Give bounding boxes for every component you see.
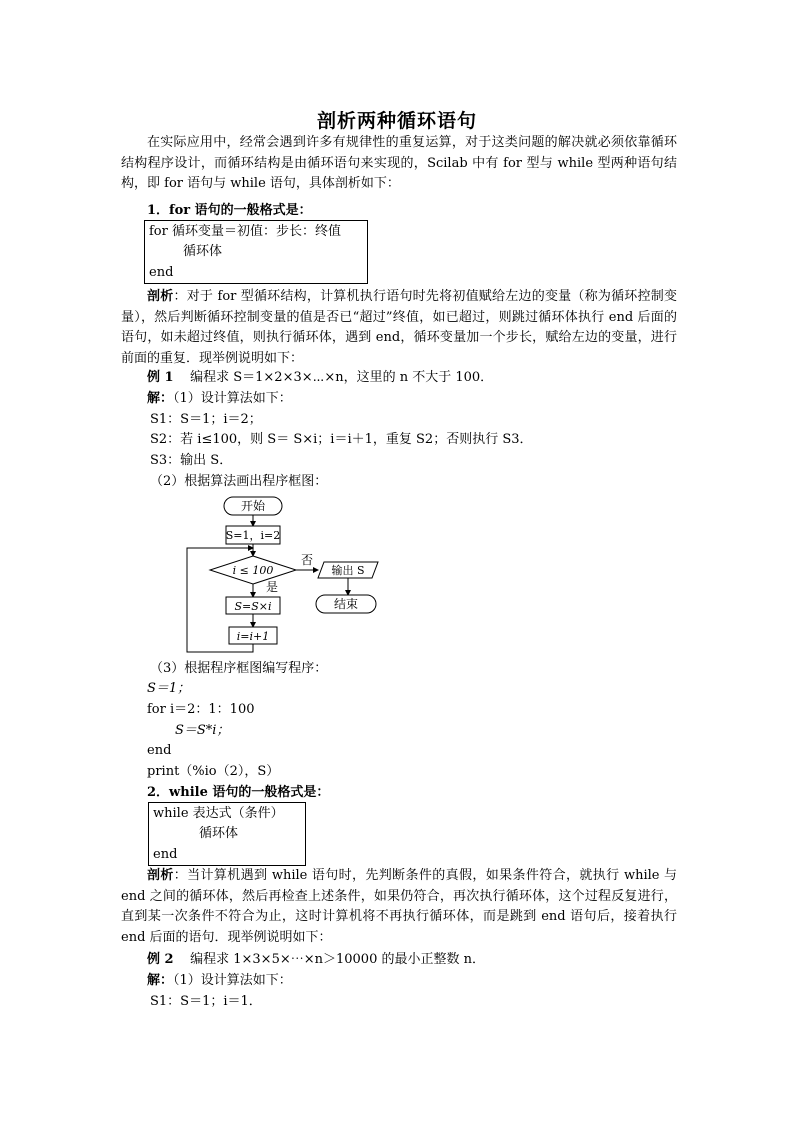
solution-label: 解： (147, 391, 174, 406)
program-1-line-1: S＝1； (147, 681, 191, 696)
flow-end-label: 结束 (333, 597, 359, 611)
analysis-label: 剖析 (147, 868, 174, 883)
while-analysis-paragraph (121, 866, 677, 949)
example-2-text: 编程求 1×3×5×⋯×n＞10000 的最小正整数 n． (190, 952, 485, 967)
program-1-line-3: S＝S*i； (175, 723, 230, 738)
flowchart (180, 492, 390, 658)
for-analysis-text: ：对于 for 型循环结构，计算机执行语句时先将初值赋给左边的变量（称为循环控制变量），然后判断循环控制变量的值是否已“超过”终值，如已超过，则跳过循环体执行 end 后面的语句，如未超过终值，则执行循环体，遇到 end，循环变量加一个步长，赋给左边的变量，进行前面的重复．现举例说明如下： (121, 289, 677, 367)
flow-output-label: 输出 S (331, 564, 365, 577)
intro-paragraph: 在实际应用中，经常会遇到许多有规律性的重复运算，对于这类问题的解决就必须依靠循环结构程序设计，而循环结构是由循环语句来实现的，Scilab 中有 for 型与 while 型两种语句结构，即 for 语句与 while 语句，具体剖析如下： (121, 135, 677, 192)
while-analysis-text: ：当计算机遇到 while 语句时，先判断条件的真假，如果条件符合，就执行 while 与 end 之间的循环体，然后再检查上述条件，如果仍符合，再次执行循环体，这个过程反复进行，直到某一次条件不符合为止，这时计算机将不再执行循环体，而是跳到 end 语句后，接着执行 end 后面的语句．现举例说明如下： (121, 868, 677, 946)
program-1-line-4: end (147, 743, 172, 758)
while-syntax-line-1: while 表达式（条件） (153, 806, 284, 821)
example-2-label: 例 2 (147, 952, 174, 967)
flow-start-label: 开始 (240, 499, 266, 513)
page-title: 剖析两种循环语句 (316, 110, 477, 132)
for-analysis-paragraph (121, 287, 677, 370)
program-1-line-2: for i＝2：1：100 (147, 702, 255, 717)
for-syntax-box (144, 220, 368, 284)
while-syntax-line-3: end (153, 847, 178, 862)
solution-1-text: （1）设计算法如下： (173, 391, 292, 406)
section-1-heading: 1．for 语句的一般格式是： (147, 203, 312, 218)
solution-label: 解： (147, 973, 174, 988)
analysis-label: 剖析 (147, 289, 174, 304)
flow-condition-label: i ≤ 100 (232, 564, 274, 577)
example-1-label: 例 1 (147, 370, 174, 385)
solution-2-line (147, 971, 292, 991)
flow-assign-label: S=S×i (234, 600, 272, 613)
step-s3: S3：输出 S． (150, 453, 233, 468)
example-2 (147, 950, 485, 970)
section-2-heading: 2．while 语句的一般格式是： (147, 785, 330, 800)
example-1 (147, 368, 493, 388)
step-2-s1: S1：S＝1；i＝1． (150, 994, 262, 1009)
for-syntax-line-1: for 循环变量＝初值：步长：终值 (149, 224, 341, 239)
while-syntax-box (148, 802, 306, 866)
step-s1: S1：S＝1；i＝2； (150, 412, 262, 427)
example-1-text: 编程求 S＝1×2×3×⋯×n，这里的 n 不大于 100． (190, 370, 494, 385)
solution-2-text: （1）设计算法如下： (173, 973, 292, 988)
while-syntax-line-2: 循环体 (199, 826, 239, 841)
flow-no-label: 否 (301, 553, 314, 567)
flow-yes-label: 是 (266, 580, 279, 594)
program-1-line-5: print（%io（2），S） (147, 764, 280, 779)
for-syntax-line-2: 循环体 (183, 244, 223, 259)
solution-1-part-3: （3）根据程序框图编写程序： (150, 661, 328, 676)
for-syntax-line-3: end (149, 265, 174, 280)
flow-increment-label: i=i+1 (236, 630, 270, 643)
step-s2: S2：若 i≤100，则 S＝ S×i；i＝i＋1，重复 S2；否则执行 S3． (150, 432, 533, 447)
solution-1-line (147, 389, 292, 409)
solution-1-part-2: （2）根据算法画出程序框图： (150, 474, 328, 489)
flow-init-label: S=1，i=2 (225, 529, 281, 542)
